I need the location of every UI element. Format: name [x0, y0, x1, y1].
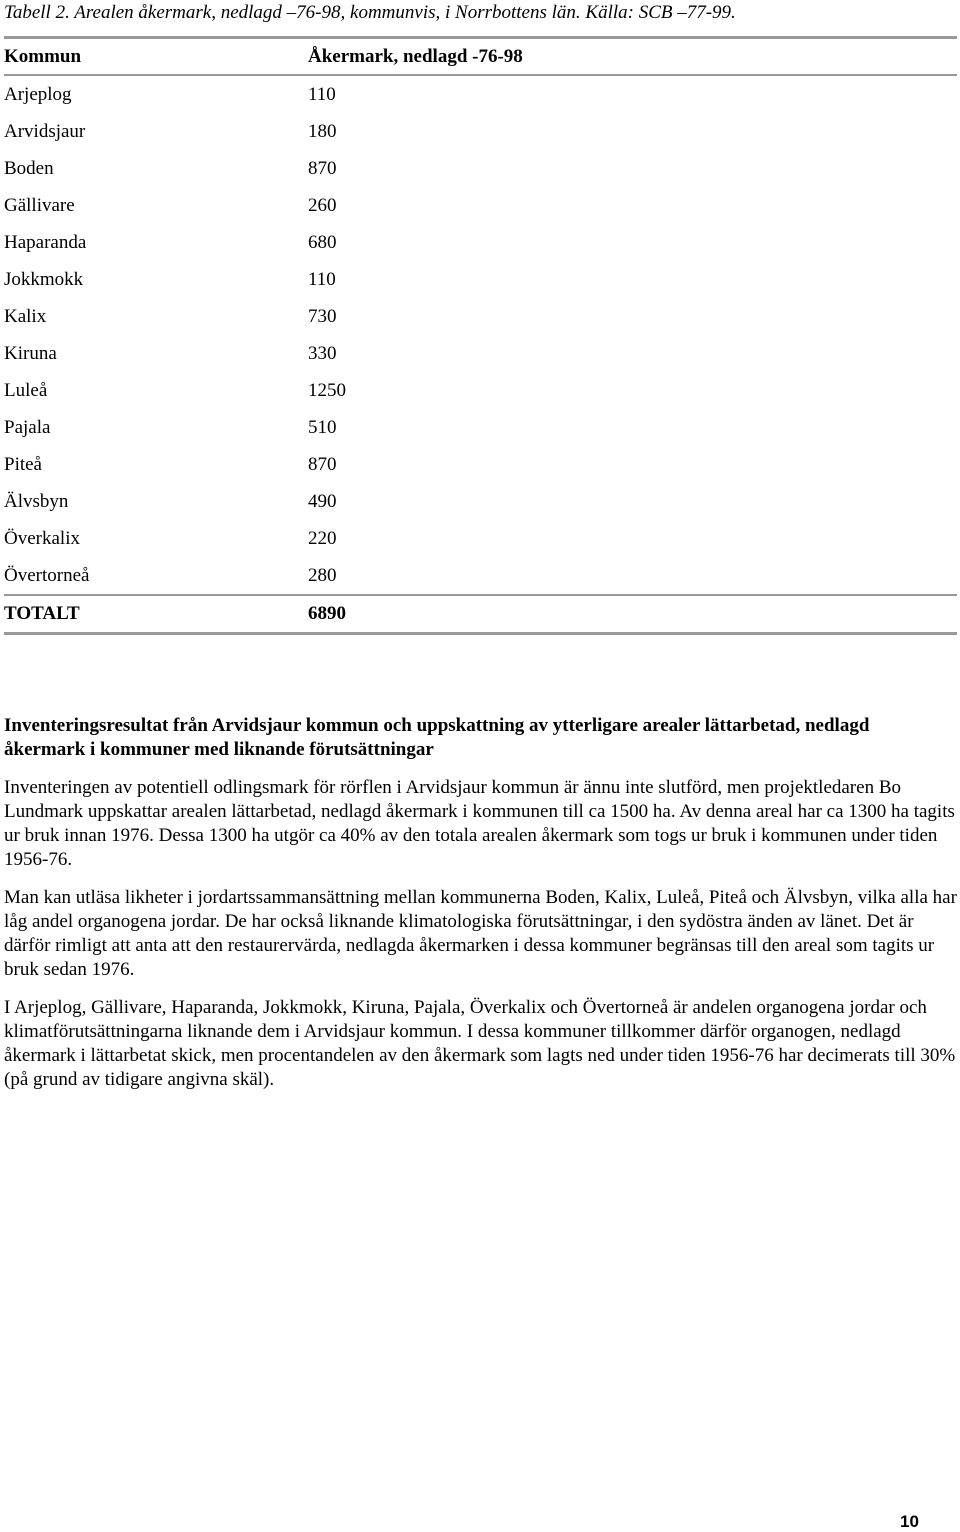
- table-row: [4, 150, 957, 187]
- value-cell: 730: [308, 305, 337, 327]
- table-row: [4, 557, 957, 595]
- table-row: [4, 483, 957, 520]
- kommun-cell: Luleå: [4, 379, 48, 401]
- table-header-row: [4, 38, 957, 76]
- kommun-cell: Kalix: [4, 305, 47, 327]
- table-row: [4, 446, 957, 483]
- value-cell: 510: [308, 416, 337, 438]
- kommun-cell: Arjeplog: [4, 83, 72, 105]
- total-label: TOTALT: [4, 603, 80, 624]
- table-row: [4, 261, 957, 298]
- kommun-cell: Haparanda: [4, 231, 87, 253]
- table-row: [4, 187, 957, 224]
- kommun-cell: Jokkmokk: [4, 268, 84, 290]
- kommun-cell: Kiruna: [4, 342, 57, 364]
- table-row: [4, 335, 957, 372]
- column-header-kommun: Kommun: [4, 45, 82, 67]
- farmland-table: [4, 36, 957, 635]
- value-cell: 220: [308, 527, 337, 549]
- value-cell: 490: [308, 490, 337, 512]
- paragraph-3: I Arjeplog, Gällivare, Haparanda, Jokkmokk, Kiruna, Pajala, Överkalix och Övertorneå är andelen organogena jordar och klimatförutsättningarna liknande dem i Arvidsjaur kommun. I dessa kommuner tillkommer därför organogen, nedlagd åkermark i lättarbetat skick, men procentandelen av den åkermark som lagts ned under tiden 1956-76 har decimerats till 30% (på grund av tidigare angivna skäl).: [4, 997, 956, 1090]
- table-row: [4, 224, 957, 261]
- table-total-row: [4, 595, 957, 634]
- total-value: 6890: [308, 603, 346, 624]
- value-cell: 680: [308, 231, 337, 253]
- value-cell: 110: [308, 268, 336, 290]
- table-caption: Tabell 2. Arealen åkermark, nedlagd –76-98, kommunvis, i Norrbottens län. Källa: SCB –77-99.: [4, 2, 736, 23]
- kommun-cell: Gällivare: [4, 194, 75, 216]
- value-cell: 330: [308, 342, 337, 364]
- value-cell: 280: [308, 564, 337, 586]
- section-heading: Inventeringsresultat från Arvidsjaur kommun och uppskattning av ytterligare arealer lättarbetad, nedlagd åkermark i kommuner med liknande förutsättningar: [4, 715, 870, 760]
- table-row: [4, 75, 957, 113]
- paragraph-1: Inventeringen av potentiell odlingsmark för rörflen i Arvidsjaur kommun är ännu inte slutförd, men projektledaren Bo Lundmark uppskattar arealen lättarbetad, nedlagd åkermark i kommunen till ca 1500 ha. Av denna areal har ca 1300 ha tagits ur bruk innan 1976. Dessa 1300 ha utgör ca 40% av den totala arealen åkermark som togs ur bruk i kommunen under tiden 1956-76.: [4, 777, 955, 870]
- table-row: [4, 520, 957, 557]
- value-cell: 870: [308, 453, 337, 475]
- table-row: [4, 409, 957, 446]
- value-cell: 870: [308, 157, 337, 179]
- kommun-cell: Arvidsjaur: [4, 120, 86, 142]
- page-number: 10: [900, 1512, 919, 1531]
- value-cell: 180: [308, 120, 337, 142]
- kommun-cell: Överkalix: [4, 527, 80, 549]
- table-row: [4, 372, 957, 409]
- kommun-cell: Boden: [4, 157, 54, 179]
- kommun-cell: Pajala: [4, 416, 51, 438]
- table-row: [4, 298, 957, 335]
- value-cell: 1250: [308, 379, 346, 401]
- table-row: [4, 113, 957, 150]
- kommun-cell: Övertorneå: [4, 564, 90, 586]
- value-cell: 110: [308, 83, 336, 105]
- column-header-akermark: Åkermark, nedlagd -76-98: [308, 45, 523, 67]
- paragraph-2: Man kan utläsa likheter i jordartssammansättning mellan kommunerna Boden, Kalix, Luleå, Piteå och Älvsbyn, vilka alla har låg andel organogena jordar. De har också liknande klimatologiska förutsättningar, i den sydöstra änden av länet. Det är därför rimligt att anta att den restaurervärda, nedlagda åkermarken i dessa kommuner begränsas till den areal som tagits ur bruk sedan 1976.: [4, 887, 957, 980]
- kommun-cell: Piteå: [4, 453, 42, 475]
- value-cell: 260: [308, 194, 337, 216]
- kommun-cell: Älvsbyn: [4, 490, 69, 512]
